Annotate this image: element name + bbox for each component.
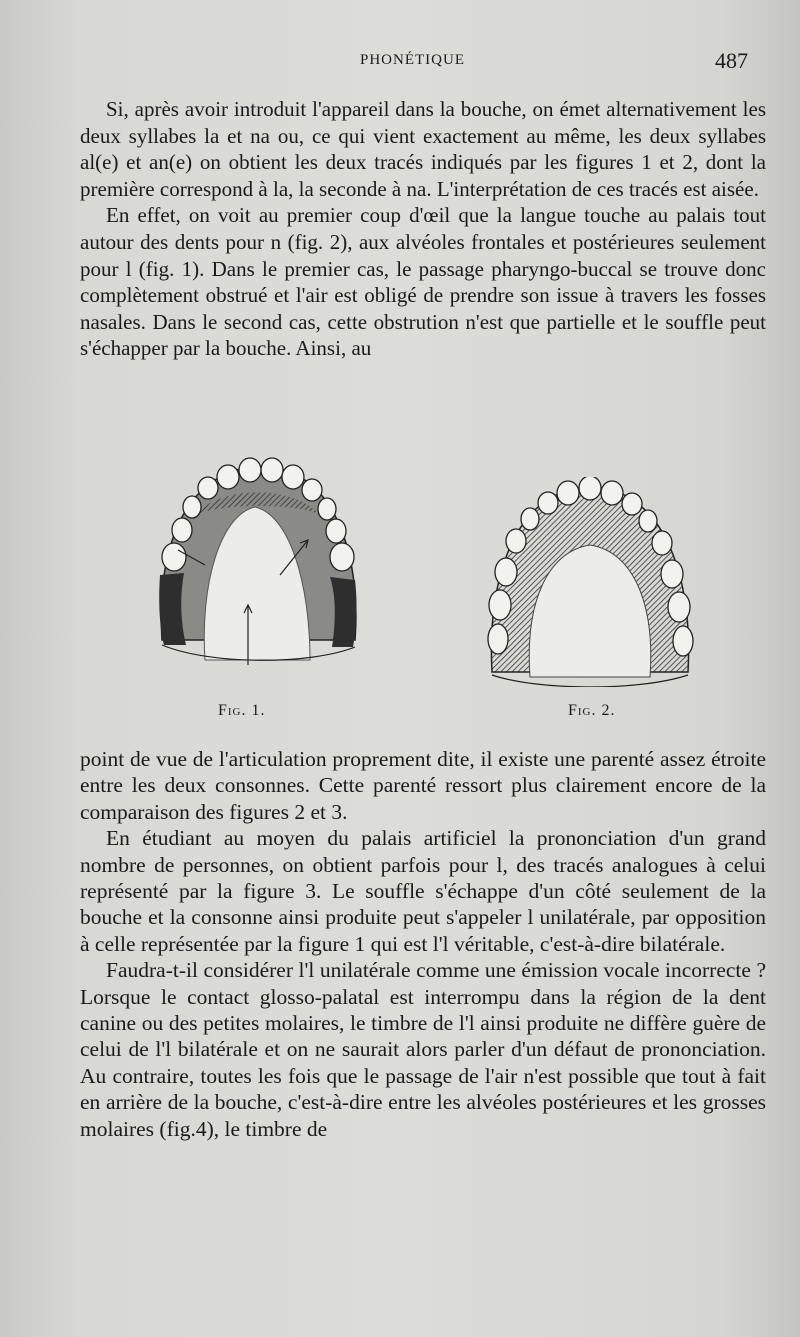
figure-2-palate-n <box>480 477 700 687</box>
text-block-bottom <box>80 746 766 1142</box>
paragraph: Faudra-t-il considérer l'l unilatérale comme une émission vocale incorrecte ? Lorsque le contact glosso-palatal est interrompu dans la région de la dent canine ou des petites molaires, le timbre de l'l ainsi produite ne diffère guère de celui de l'l bilatérale et on ne saurait alors parler d'un défaut de prononciation. Au contraire, toutes les fois que le passage de l'air n'est possible que tout à fait en arrière de la bouche, c'est-à-dire entre les alvéoles postérieures et les grosses molaires (fig.4), le timbre de <box>80 958 766 1141</box>
page-number: 487 <box>715 48 748 73</box>
page-header <box>0 48 800 74</box>
figure-1-caption: Fig. 1. <box>218 702 266 719</box>
figure-2-caption: Fig. 2. <box>568 702 616 719</box>
paragraph: point de vue de l'articulation proprement dite, il existe une parenté assez étroite entre les deux consonnes. Cette parenté ressort plus clairement encore de la comparaison des figures 2 et 3. <box>80 747 766 824</box>
running-title: PHONÉTIQUE <box>360 52 465 68</box>
paragraph: En effet, on voit au premier coup d'œil que la langue touche au palais tout autour des dents pour n (fig. 2), aux alvéoles frontales et postérieures seulement pour l (fig. 1). Dans le premier cas, le passage pharyngo-buccal se trouve donc complètement obstrué et l'air est obligé de prendre son issue à travers les fosses nasales. Dans le second cas, cette obstrution n'est que partielle et le souffle peut s'échapper par la bouche. Ainsi, au <box>80 203 766 361</box>
text-block-top <box>80 96 766 362</box>
paragraph: Si, après avoir introduit l'appareil dans la bouche, on émet alternativement les deux syllabes la et na ou, ce qui vient exactement au même, les deux syllabes al(e) et an(e) on obtient les deux tracés indiqués par les figures 1 et 2, dont la première correspond à la, la seconde à na. L'interprétation de ces tracés est aisée. <box>80 97 766 201</box>
paragraph: En étudiant au moyen du palais artificiel la prononciation d'un grand nombre de personnes, on obtient parfois pour l, des tracés analogues à celui représenté par la figure 3. Le souffle s'échappe d'un côté seulement de la bouche et la consonne ainsi produite peut s'appeler l unilatérale, par opposition à celle représentée par la figure 1 qui est l'l véritable, c'est-à-dire bilatérale. <box>80 826 766 956</box>
palate-illustration-2 <box>480 477 700 687</box>
palate-illustration-1 <box>150 455 365 680</box>
figure-1-palate-l <box>150 455 365 680</box>
